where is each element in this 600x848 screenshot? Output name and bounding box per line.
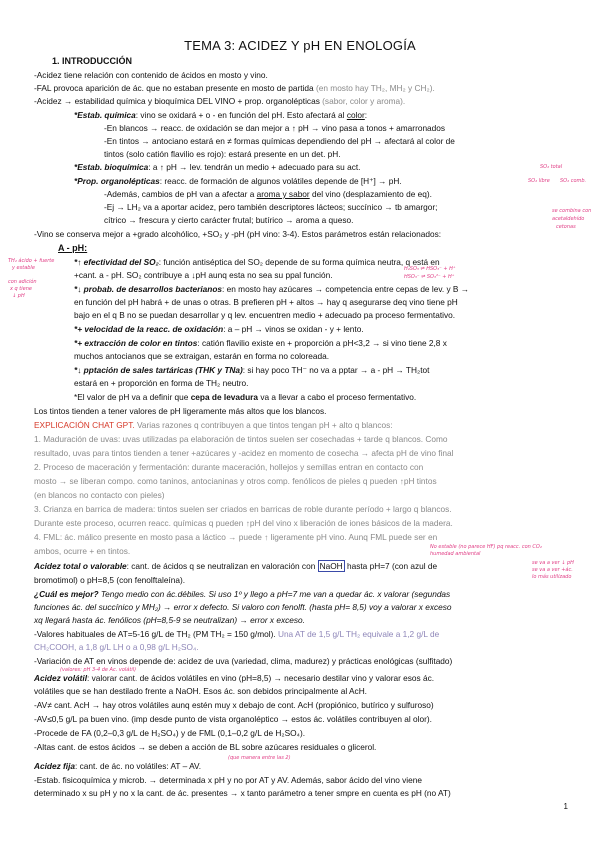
text-line: -Además, cambios de pH van a afectar a aroma y sabor del vino (desplazamiento de eq). <box>104 189 432 199</box>
handwritten-note: se va a ver ↓ pH <box>532 560 574 566</box>
text-line: -Estab. fisicoquímica y microb. → determinada x pH y no por AT y AV. Además, sabor ácido del vino viene <box>34 775 422 785</box>
text-line: determinado x su pH y no x la cant. de ác. presentes → x tanto parámetro a tener smpre en cuenta es pH (no AT) <box>34 788 451 798</box>
text-line: 1. Maduración de uvas: uvas utilizadas pa elaboración de tintos suelen ser cosechadas + tarde q blancos. Como <box>34 434 448 444</box>
velocidad-oxidacion: *+ velocidad de la reacc. de oxidación: a – pH → vinos se oxidan - y + lento. <box>74 324 364 334</box>
handwritten-note: se combina con <box>552 208 592 214</box>
acidez-total: Acidez total o valorable: cant. de ácidos q se neutralizan en valoración con NaOH hasta pH=7 (con azul de <box>34 561 438 571</box>
so2-effectiveness: *↑ efectividad del SO₂: función antiséptica del SO₂ depende de su forma química neutra, q está en <box>74 257 440 267</box>
text-line: tintos (solo catión flavilio es rojo): estará presente en un det. pH. <box>104 149 341 159</box>
handwritten-equation: HSO₃⁻ ⇌ SO₃²⁻ + H⁺ <box>404 274 455 280</box>
text-line: cítrico → frescura y cierto carácter frutal; butírico → aroma a queso. <box>104 215 354 225</box>
acidez-volatil: Acidez volátil: valorar cant. de ácidos volátiles en vino (pH=8,5) → necesario destilar vino y valorar esos ác. <box>34 673 435 683</box>
handwritten-note: SO₂ total <box>540 164 563 170</box>
text-line: -En tintos → antociano estará en ≠ formas químicas dependiendo del pH → afectará al color de <box>104 136 455 146</box>
text-line: -Acidez → estabilidad química y bioquímica DEL VINO + prop. organolépticas (sabor, color y aroma). <box>34 96 406 106</box>
text-line: en función del pH habrá + de unas o otras. B prefieren pH + altos → hay q asegurarse deq vino tiene pH <box>74 297 458 307</box>
subsection-heading: A - pH: <box>58 243 88 253</box>
text-line: -Ej → LH₂ va a aportar acidez, pero también descriptores lácteos; succínico → tb amargor; <box>104 202 438 212</box>
handwritten-note: lo más utilizado <box>532 574 572 580</box>
text-line: 4. FML: ác. málico presente en mosto pasa a láctico → puede ↑ ligeramente pH vino. Aunq FML puede ser en <box>34 532 438 542</box>
text-line: 3. Crianza en barrica de madera: tintos suelen ser criados en barricas de roble durante período + largo q blancos. <box>34 504 452 514</box>
prob-bacterianos: *↓ probab. de desarrollos bacterianos: en mosto hay azúcares → competencia entre cepas de lev. y B → <box>74 284 470 294</box>
handwritten-note: ↓ pH <box>12 293 25 299</box>
text-line: CH₂COOH, a 1,8 g/L LH o a 0,98 g/L H₂SO₄. <box>34 642 199 652</box>
handwritten-note: x q tiene <box>10 286 32 292</box>
handwritten-note: y estable <box>12 265 35 271</box>
text-line: -En blancos → reacc. de oxidación se dan mejor a ↑ pH → vino pasa a tonos + amarronados <box>104 123 446 133</box>
handwritten-equation: H₂SO₃ ⇌ HSO₃⁻ + H⁺ <box>404 266 456 272</box>
estab-quimica: *Estab. química: vino se oxidará + o - en función del pH. Esto afectará al color: <box>74 110 368 120</box>
text-line: (en blancos no contacto con pieles) <box>34 490 165 500</box>
handwritten-note: se va a ver +ác. <box>532 567 573 573</box>
text-line: -Vino se conserva mejor a +grado alcohólico, +SO₂ y -pH (pH vino: 3-4). Estos parámetros están relacionados: <box>34 229 442 239</box>
text-line: estará en + proporción en forma de TH₂ neutro. <box>74 378 249 388</box>
section-heading: 1. INTRODUCCIÓN <box>52 56 133 66</box>
text-line: xq llegará hasta ác. fenólicos (pH=8,5-9 se neutralizan) → error x exceso. <box>34 615 305 625</box>
handwritten-note: humedad ambiental <box>430 551 481 557</box>
text-line: -Altas cant. de estos ácidos → se deben a acción de BL sobre azúcares residuales o glicerol. <box>34 742 377 752</box>
cual-mejor: ¿Cuál es mejor? Tengo medio con ác.débiles. Si uso 1º y llego a pH=7 me van a quedar ác. x valorar (segundas <box>34 589 451 599</box>
handwritten-note: TH₂ ácido + fuerte <box>8 258 55 264</box>
pptacion-sales: *↓ pptación de sales tartáricas (THK y TNa): si hay poco TH⁻ no va a pptar → a - pH → TH₂tot <box>74 365 430 375</box>
text-line: mosto → se liberan compo. como taninos, antocianinas y otros comp. fenólicos de pieles q pueden ↑pH tintos <box>34 476 437 486</box>
text-line: -Variación de AT en vinos depende de: acidez de uva (variedad, clima, madurez) y prácticas enológicas (sulfitado) <box>34 656 453 666</box>
text-line: -AV≠ cant. AcH → hay otros volátiles aunq estén muy x debajo de cont. AcH (propiónico, butírico y sulfuroso) <box>34 700 434 710</box>
page-title: TEMA 3: ACIDEZ Y pH EN ENOLOGÍA <box>184 38 416 53</box>
acidez-fija: Acidez fija: cant. de ác. no volátiles: AT – AV. <box>34 761 202 771</box>
handwritten-note: SO₂ comb. <box>560 178 587 184</box>
text-line: muchos antocianos que se extraigan, estarán en forma no coloreada. <box>74 351 330 361</box>
text-line: Durante este proceso, ocurren reacc. químicas q pueden ↑pH del vino x liberación de iones básicos de la madera. <box>34 518 453 528</box>
chatgpt-explanation: EXPLICACIÓN CHAT GPT. Varias razones q contribuyen a que tintos tengan pH + alto q blancos: <box>34 420 393 430</box>
valores-habituales: -Valores habituales de AT=5-16 g/L de TH₂ (PM TH₂ = 150 g/mol). Una AT de 1,5 g/L TH₂ equivale a 1,2 g/L de <box>34 629 440 639</box>
text-line: volátiles que se han destilado frente a NaOH. Esos ác. son debidos principalmente al AcH. <box>34 686 367 696</box>
handwritten-note: SO₂ libre <box>528 178 550 184</box>
text-line: Los tintos tienden a tener valores de pH ligeramente más altos que los blancos. <box>34 406 327 416</box>
text-line: bromotimol) o pH=8,5 (con fenolftaleína). <box>34 575 186 585</box>
handwritten-note: con adición <box>8 279 37 285</box>
text-line: funciones ác. del succínico y MH₂) → error x defecto. Si valoro con fenolft. (hasta pH= 8,5) voy a valorar x exceso <box>34 602 452 612</box>
text-line: bajo en el q B no se puedan desarrollar y q lev. encuentren medio + adecuado pa proceso fermentativo. <box>74 310 456 320</box>
estab-bioquimica: *Estab. bioquímica: a ↑ pH → lev. tendrán un medio + adecuado para su act. <box>74 162 361 172</box>
text-line: +cant. a - pH. SO₂ contribuye a ↓pH aunq esta no sea su ppal función. <box>74 270 333 280</box>
text-line: -AV≤0,5 g/L pa buen vino. (imp desde punto de vista organoléptico → estos ác. volátiles contribuyen al olor). <box>34 714 432 724</box>
valor-ph-cepa: *El valor de pH va a definir que cepa de levadura va a llevar a cabo el proceso fermentativo. <box>74 392 417 402</box>
extraccion-color: *+ extracción de color en tintos: catión flavilio existe en + proporción a pH<3,2 → si vino tiene 2,8 x <box>74 338 447 348</box>
prop-organolepticas: *Prop. organolépticas: reacc. de formación de algunos volátiles depende de [H⁺] → pH. <box>74 176 402 186</box>
handwritten-note: (que manera entre las 2) <box>228 755 291 761</box>
text-line: -Acidez tiene relación con contenido de ácidos en mosto y vino. <box>34 70 268 80</box>
handwritten-note: (valores: pH 3-4 de Ac. volátil) <box>60 667 137 673</box>
text-line: resultado, uvas para tintos tienden a tener +azúcares y -acidez en momento de cosecha → afecta pH de vino final <box>34 448 454 458</box>
text-line: ambos, ocurre + en tintos. <box>34 546 131 556</box>
text-line: -FAL provoca aparición de ác. que no estaban presente en mosto de partida (en mosto hay TH₂, MH₂ y CH₂). <box>34 83 435 93</box>
text-line: 2. Proceso de maceración y fermentación: durante maceración, hollejos y semillas entran en contacto con <box>34 462 424 472</box>
handwritten-note: acetaldehído <box>552 216 585 222</box>
text-line: -Procede de FA (0,2–0,3 g/L de H₂SO₄) y de FML (0,1–0,2 g/L de H₂SO₄). <box>34 728 306 738</box>
handwritten-note: No estable (no parece HF) pq reacc. con CO₂ <box>430 544 542 550</box>
handwritten-note: cetonas <box>556 224 576 230</box>
page-number: 1 <box>563 802 568 811</box>
